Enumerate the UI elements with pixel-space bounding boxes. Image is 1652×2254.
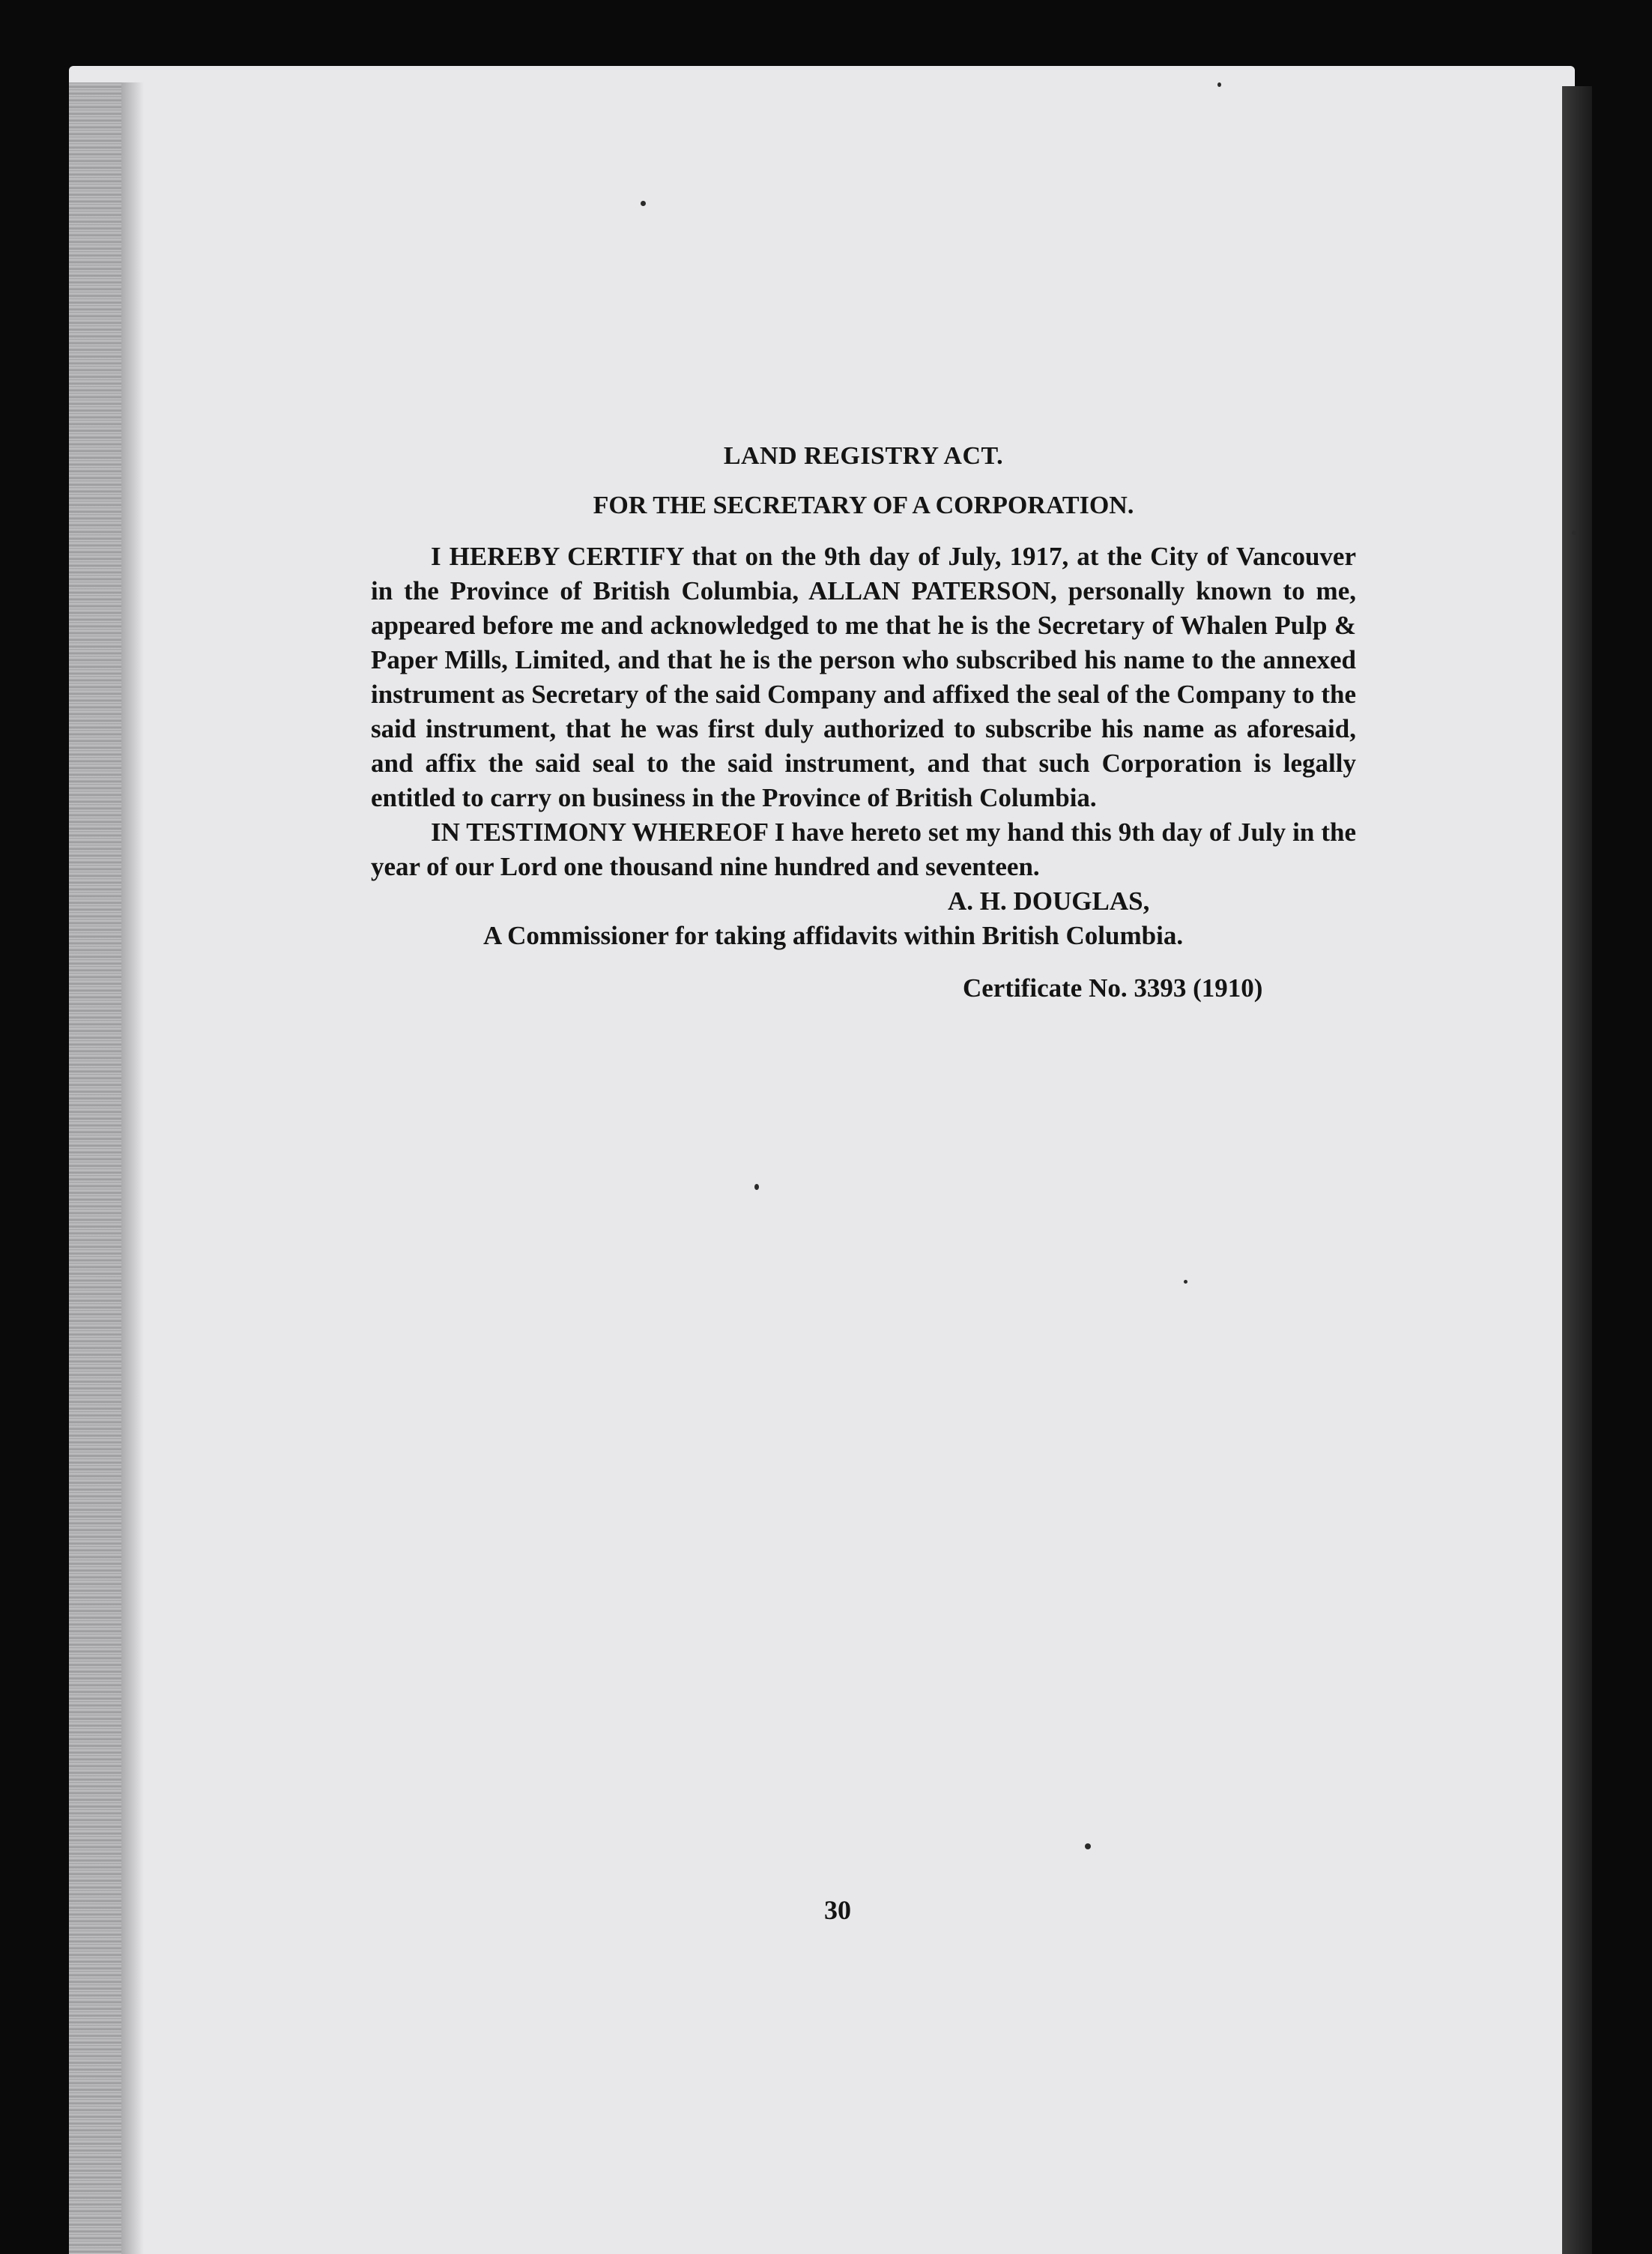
dust-speck bbox=[754, 1184, 759, 1190]
dust-speck bbox=[1184, 1280, 1187, 1284]
testimony-paragraph: IN TESTIMONY WHEREOF I have hereto set my hand this 9th day of July in the year of our Lord one thousand nine hundred and seventeen. bbox=[371, 818, 1356, 881]
page-number: 30 bbox=[824, 1895, 851, 1925]
document-page bbox=[69, 66, 1575, 2254]
page-binding-edge bbox=[69, 82, 121, 2254]
dust-speck bbox=[641, 201, 646, 206]
document-title: LAND REGISTRY ACT. bbox=[723, 442, 1004, 470]
dust-speck bbox=[1217, 82, 1221, 87]
document-subtitle: FOR THE SECRETARY OF A CORPORATION. bbox=[593, 492, 1134, 519]
binding-shadow bbox=[121, 82, 144, 2254]
dust-speck bbox=[1085, 1843, 1091, 1849]
signatory-name: A. H. DOUGLAS, bbox=[948, 886, 1150, 916]
signatory-title: A Commissioner for taking affidavits within British Columbia. bbox=[483, 921, 1184, 950]
certification-paragraph: I HEREBY CERTIFY that on the 9th day of July, 1917, at the City of Vancouver in the Province of British Columbia, ALLAN PATERSON, personally known to me, appeared before me and acknowledged to me that he is the Secretary of Whalen Pulp & Paper Mills, Limited, and that he is the person who subscribed his name to the annexed instrument as Secretary of the said Company and affixed the seal of the Company to the said instrument, that he was first duly authorized to subscribe his name as aforesaid, and affix the said seal to the said instrument, and that such Corporation is legally entitled to carry on business in the Province of British Columbia. bbox=[371, 542, 1356, 812]
certificate-number: Certificate No. 3393 (1910) bbox=[963, 973, 1263, 1003]
facing-page-edge bbox=[1562, 86, 1592, 2254]
certificate-text-block bbox=[371, 442, 1356, 1006]
dust-speck bbox=[1572, 531, 1576, 535]
